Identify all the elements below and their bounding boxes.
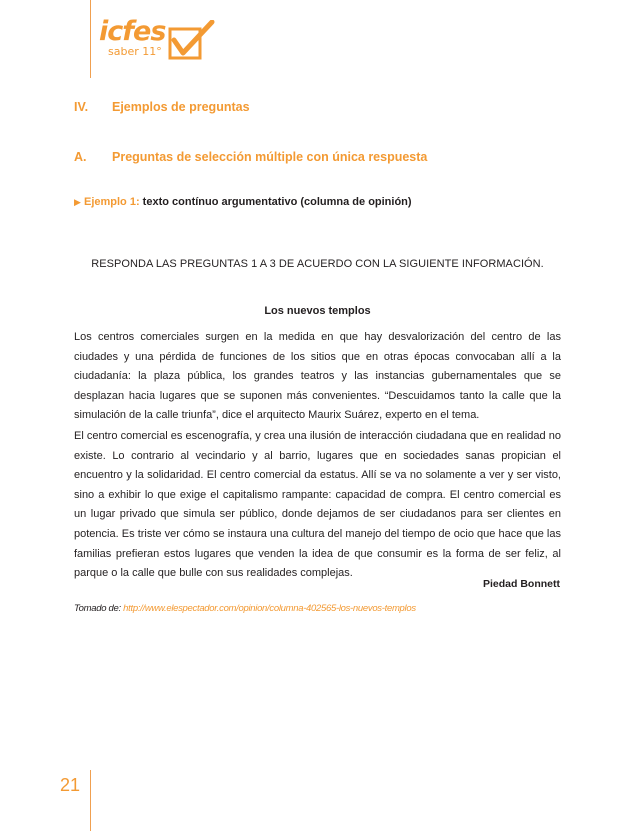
example-text: texto contínuo argumentativo (columna de opinión) xyxy=(142,196,412,208)
subsection-title: Preguntas de selección múltiple con única respuesta xyxy=(112,150,428,164)
source-link[interactable]: http://www.elespectador.com/opinion/columna-402565-los-nuevos-templos xyxy=(123,603,416,614)
page-number: 21 xyxy=(60,775,81,795)
section-title: Ejemplos de preguntas xyxy=(112,100,250,114)
article-paragraph-1: Los centros comerciales surgen en la medida en que hay desvalorización del centro de las ciudades y una pérdida de funciones de los sitios que en otras épocas convocaban allí a la ciudadanía: la plaza pública, los grandes teatros y las instancias gubernamentales que se desplazan hacia lugares que se suponen más convenientes. “Descuidamos tanto la calle que la simulación de la calle triunfa”, dice el arquitecto Maurix Suárez, experto en el tema. xyxy=(74,331,561,422)
source-label: Tomado de: xyxy=(74,603,121,614)
triangle-right-icon: ▶ xyxy=(74,197,81,207)
logo-subtitle: saber 11° xyxy=(108,45,162,58)
article-paragraph-2: El centro comercial es escenografía, y crea una ilusión de interacción ciudadana que en realidad no existe. Lo contrario al vecindario y al barrio, lugares que en sociedades sanas propician el encuentro y la solidaridad. El centro comercial da estatus. Allí se va no solamente a ver y ser visto, sino a exhibir lo que exige el capitalismo rampante: capacidad de compra. El centro comercial es un lugar privado que simula ser público, donde dejamos de ser ciudadanos para ser clientes en potencia. Es triste ver cómo se instaura una cultura del manejo del tiempo de ocio que hace que las familias prefieran estos lugares que venden la idea de que consumir es la forma de ser feliz, al parque o la calle que bulle con sus realidades complejas. xyxy=(74,430,561,580)
article-title: Los nuevos templos xyxy=(264,305,371,317)
article-author: Piedad Bonnett xyxy=(482,578,560,590)
section-number: IV. xyxy=(74,100,89,114)
example-label: Ejemplo 1: xyxy=(83,196,140,208)
icfes-logo xyxy=(96,18,226,66)
checkbox-check-icon xyxy=(168,20,216,60)
source-citation xyxy=(74,603,416,614)
bottom-margin-line xyxy=(90,770,91,831)
example-heading xyxy=(74,196,412,208)
logo-brand: icfes xyxy=(99,16,166,47)
subsection-letter: A. xyxy=(74,150,87,164)
top-margin-line xyxy=(90,0,91,78)
instruction-text: RESPONDA LAS PREGUNTAS 1 A 3 DE ACUERDO CON LA SIGUIENTE INFORMACIÓN. xyxy=(91,258,544,270)
